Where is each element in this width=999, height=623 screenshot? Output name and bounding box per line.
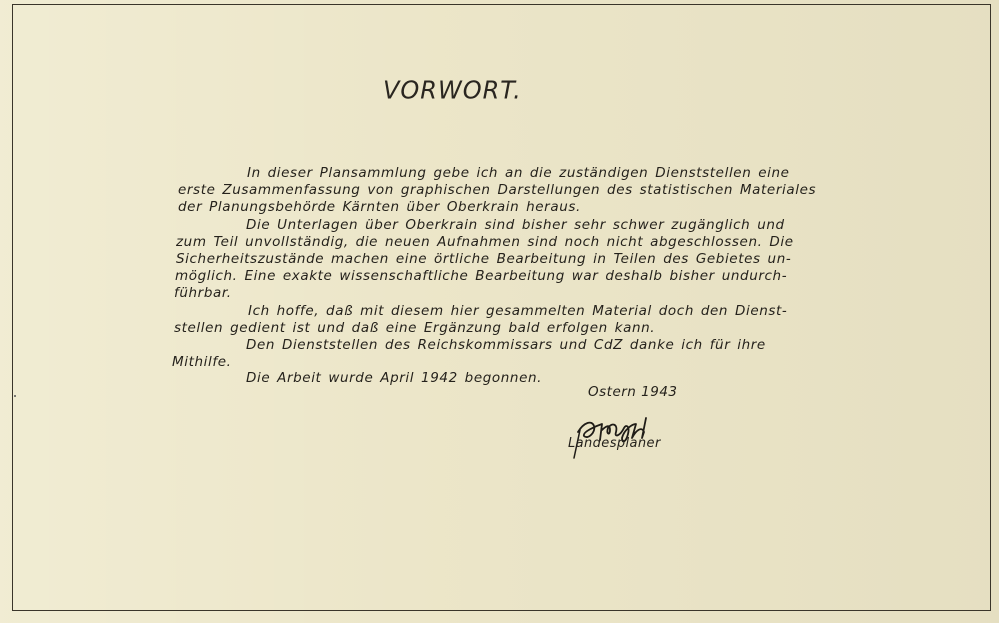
date-line: Ostern 1943 bbox=[588, 384, 678, 400]
handwritten-signature bbox=[566, 410, 666, 460]
text-line: Den Dienststellen des Reichskommissars und CdZ danke ich für ihre bbox=[246, 337, 766, 353]
text-line: führbar. bbox=[174, 285, 232, 301]
text-line: erste Zusammenfassung von graphischen Darstellungen des statistischen Materiales bbox=[178, 182, 817, 198]
text-line: Die Arbeit wurde April 1942 begonnen. bbox=[246, 370, 543, 386]
paper-speck bbox=[14, 395, 16, 397]
text-line: der Planungsbehörde Kärnten über Oberkrain heraus. bbox=[178, 199, 581, 215]
text-line: stellen gedient ist und daß eine Ergänzung bald erfolgen kann. bbox=[174, 320, 656, 336]
signature-label: Landesplaner bbox=[568, 436, 661, 451]
text-line: Sicherheitszustände machen eine örtliche Bearbeitung in Teilen des Gebietes un- bbox=[176, 251, 792, 267]
page-title: VORWORT. bbox=[383, 75, 522, 105]
text-line: Ich hoffe, daß mit diesem hier gesammelten Material doch den Dienst- bbox=[248, 303, 788, 319]
text-line: Mithilfe. bbox=[172, 354, 232, 370]
text-line: Die Unterlagen über Oberkrain sind bisher sehr schwer zugänglich und bbox=[246, 217, 785, 233]
text-line: In dieser Plansammlung gebe ich an die zuständigen Dienststellen eine bbox=[247, 165, 790, 181]
text-line: zum Teil unvollständig, die neuen Aufnahmen sind noch nicht abgeschlossen. Die bbox=[176, 234, 794, 250]
text-line: möglich. Eine exakte wissenschaftliche Bearbeitung war deshalb bisher undurch- bbox=[175, 268, 788, 284]
